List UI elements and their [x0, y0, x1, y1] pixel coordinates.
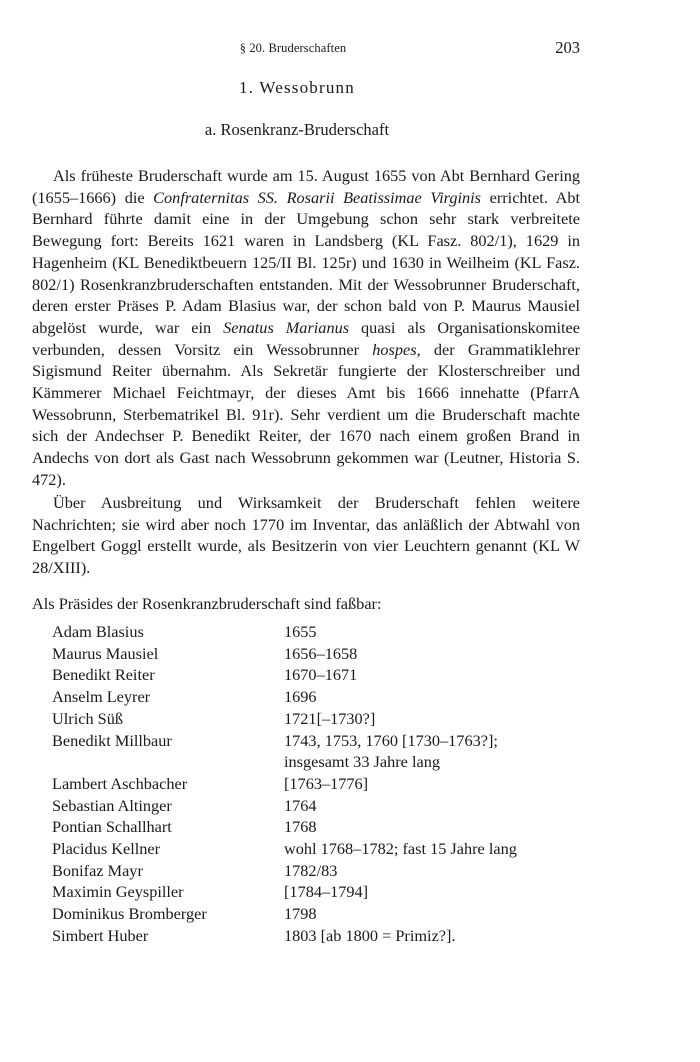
paragraph-1-text-2: errichtet. Abt Bernhard führte damit eine in der Umgebung schon sehr stark verbreitete Bewegung fort: Bereits 1621 waren in Landsberg (KL Fasz. 802/1), 1629 in Hagenheim (KL Benediktbeuern 125/II Bl. 125r) und 1630 in Weilheim (KL Fasz. 802/1) Rosenkranzbruderschaften entstanden. Mit der Wessobrunner Bruderschaft, deren erster Präses P. Adam Blasius war, der schon bald von P. Maurus Mausiel abgelöst wurde, war ein	[32, 187, 581, 337]
preses-dates	[284, 730, 592, 773]
page-number: 203	[555, 38, 580, 57]
paragraph-1-text-3: quasi als Organisationskomitee verbunden, dessen Vorsitz ein Wessobrunner	[32, 317, 580, 359]
preses-dates: 1782/83	[284, 860, 338, 880]
preses-name: Maximin Geyspiller	[52, 882, 184, 902]
presides-row	[52, 816, 592, 838]
running-title: § 20. Bruderschaften	[239, 41, 347, 55]
presides-row	[52, 708, 592, 730]
latin-term-senatus-marianus: Senatus Marianus	[223, 317, 350, 337]
preses-name: Ulrich Süß	[52, 708, 123, 728]
preses-name: Dominikus Bromberger	[52, 904, 207, 924]
presides-row	[52, 773, 592, 795]
chapter-heading: 1. Wessobrunn	[239, 78, 355, 97]
preses-dates: 1656–1658	[284, 643, 358, 663]
paragraph-1	[32, 165, 580, 491]
presides-row	[52, 903, 592, 925]
presides-row	[52, 860, 592, 882]
latin-term-hospes: hospes	[372, 339, 417, 359]
presides-row	[52, 838, 592, 860]
preses-name: Adam Blasius	[52, 622, 144, 641]
preses-name: Simbert Huber	[52, 925, 149, 945]
presides-intro	[32, 593, 580, 615]
preses-dates: 1798	[284, 904, 317, 924]
preses-dates: 1655	[284, 622, 317, 641]
preses-name: Benedikt Millbaur	[52, 730, 172, 750]
preses-dates: [1784–1794]	[284, 882, 369, 902]
presides-row	[52, 795, 592, 817]
presides-row	[52, 686, 592, 708]
preses-name: Maurus Mausiel	[52, 643, 159, 663]
paragraph-2	[32, 492, 580, 579]
presides-row	[52, 925, 592, 947]
preses-dates: 1721[–1730?]	[284, 708, 376, 728]
presides-row	[52, 881, 592, 903]
preses-name: Pontian Schallhart	[52, 817, 172, 837]
preses-dates: [1763–1776]	[284, 773, 369, 793]
preses-dates: 1670–1671	[284, 665, 358, 685]
preses-name: Benedikt Reiter	[52, 665, 155, 685]
presides-row	[52, 621, 592, 643]
preses-name: Anselm Leyrer	[52, 687, 151, 707]
preses-name: Sebastian Altinger	[52, 795, 172, 815]
presides-intro-text: Als Präsides der Rosenkranzbruderschaft sind faßbar:	[32, 594, 382, 613]
preses-dates: 1696	[284, 687, 317, 707]
preses-dates: wohl 1768–1782; fast 15 Jahre lang	[284, 839, 517, 859]
preses-dates-line-1: 1743, 1753, 1760 [1730–1763?];	[284, 730, 498, 750]
preses-name: Lambert Aschbacher	[52, 773, 188, 793]
preses-dates-line-2: insgesamt 33 Jahre lang	[284, 752, 440, 772]
presides-row	[52, 664, 592, 686]
presides-row	[52, 643, 592, 665]
paragraph-2-text: Über Ausbreitung und Wirksamkeit der Bruderschaft fehlen weitere Nachrichten; sie wird aber noch 1770 im Inventar, das anläßlich der Abtwahl von Engelbert Goggl erstellt wurde, als Besitzerin von vier Leuchtern genannt (KL W 28/XIII).	[32, 493, 580, 578]
preses-dates: 1803 [ab 1800 = Primiz?].	[284, 925, 456, 945]
running-head	[0, 38, 700, 58]
latin-title-confraternitas: Confraternitas SS. Rosarii Beatissimae Virginis	[153, 187, 482, 207]
presides-list	[52, 621, 592, 947]
preses-dates: 1764	[284, 795, 317, 815]
preses-dates: 1768	[284, 817, 317, 837]
paragraph-1-text-1: Als früheste Bruderschaft wurde am 15. August 1655 von Abt Bernhard Gering (1655–1666) die	[32, 166, 580, 207]
preses-name: Bonifaz Mayr	[52, 860, 143, 880]
preses-name: Placidus Kellner	[52, 839, 161, 859]
presides-row	[52, 730, 592, 773]
paragraph-1-text-4: , der Grammatiklehrer Sigismund Reiter übernahm. Als Sekretär fungierte der Klosterschreiber und Kämmerer Michael Feichtmayr, der dieses Amt bis 1666 innehatte (PfarrA Wessobrunn, Sterbematrikel Bl. 91r). Sehr verdient um die Bruderschaft machte sich der Andechser P. Benedikt Reiter, der 1670 nach einem großen Brand in Andechs von dort als Gast nach Wessobrunn gekommen war (Leutner, Historia S. 472).	[32, 339, 580, 489]
section-heading: a. Rosenkranz-Bruderschaft	[204, 120, 390, 139]
